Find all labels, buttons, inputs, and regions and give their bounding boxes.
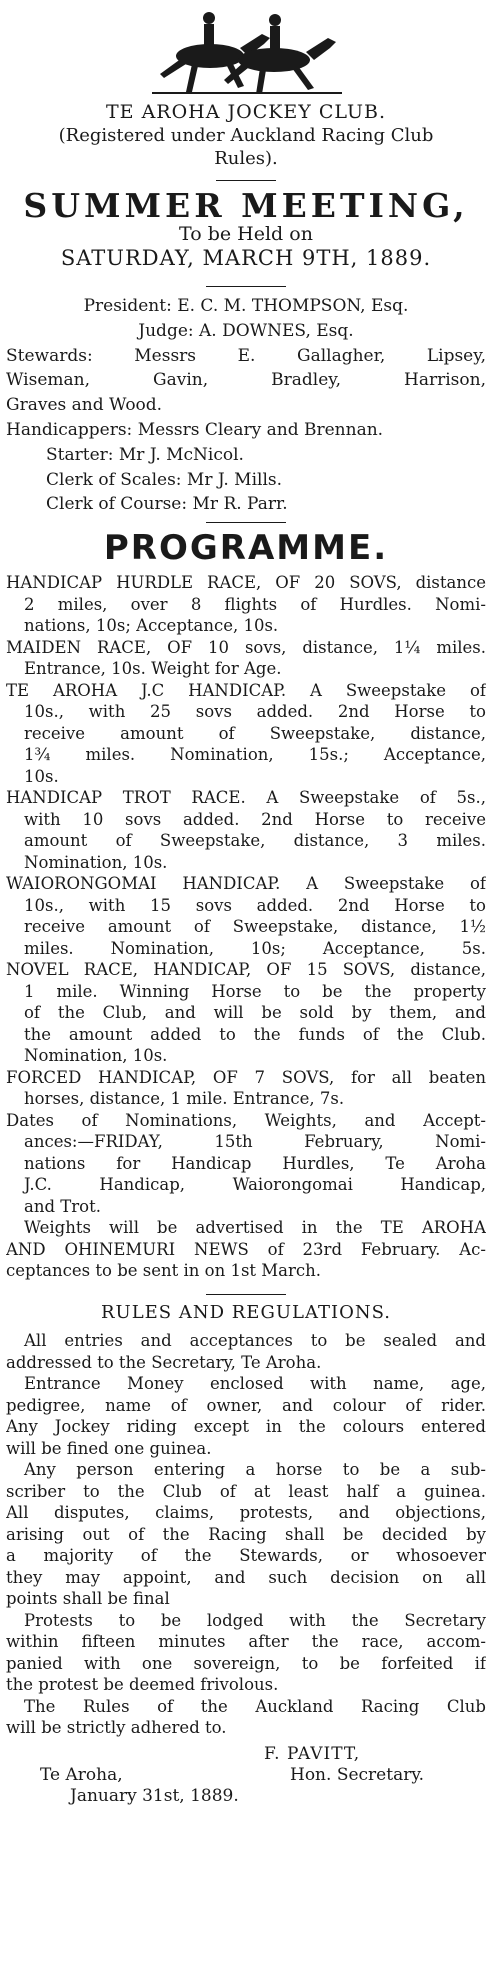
programme-line: the amount added to the funds of the Club. — [24, 1024, 486, 1044]
programme-line: AND OHINEMURI NEWS of 23rd February. Ac- — [6, 1239, 486, 1259]
programme-line: 2 miles, over 8 flights of Hurdles. Nomi- — [24, 594, 486, 614]
stewards-line-1: Stewards: Messrs E. Gallagher, Lipsey, — [6, 345, 486, 366]
signature-name: F. PAVITT, — [264, 1744, 361, 1764]
rules-line: All disputes, claims, protests, and objections, — [6, 1503, 486, 1522]
signature-date: January 31st, 1889. — [70, 1786, 239, 1806]
programme-line: receive amount of Sweepstake, distance, 1½ — [24, 917, 486, 936]
programme-line: 10s., with 25 sovs added. 2nd Horse to — [24, 702, 486, 721]
clerk-scales-line: Clerk of Scales: Mr J. Mills. — [46, 469, 283, 490]
rules-line: All entries and acceptances to be sealed and — [24, 1331, 486, 1350]
programme-line: amount of Sweepstake, distance, 3 miles. — [24, 831, 486, 850]
divider — [206, 286, 286, 287]
rules-line: panied with one sovereign, to be forfeited if — [6, 1653, 486, 1673]
rules-line: will be fined one guinea. — [6, 1438, 212, 1458]
judge-line: Judge: A. DOWNES, Esq. — [138, 320, 354, 341]
programme-line: nations for Handicap Hurdles, Te Aroha — [24, 1153, 486, 1173]
programme-line: 10s., with 15 sovs added. 2nd Horse to — [24, 895, 486, 915]
programme-line: ceptances to be sent in on 1st March. — [6, 1261, 322, 1280]
rules-heading: RULES AND REGULATIONS. — [100, 1302, 391, 1323]
signature-place: Te Aroha, — [40, 1765, 123, 1785]
programme-line: miles. Nomination, 10s; Acceptance, 5s. — [24, 938, 486, 958]
programme-line: 1 mile. Winning Horse to be the property — [24, 981, 486, 1001]
rules-line: Protests to be lodged with the Secretary — [24, 1610, 486, 1630]
programme-line: HANDICAP TROT RACE. A Sweepstake of 5s., — [6, 788, 486, 807]
programme-line: FORCED HANDICAP, OF 7 SOVS, for all beaten — [6, 1067, 486, 1087]
programme-line: TE AROHA J.C HANDICAP. A Sweepstake of — [6, 680, 486, 700]
to-be-held: To be Held on — [179, 223, 313, 245]
divider — [206, 1294, 286, 1295]
meeting-title: SUMMER MEETING, — [23, 186, 469, 225]
programme-line: J.C. Handicap, Waiorongomai Handicap, — [24, 1175, 486, 1194]
stewards-line-2: Wiseman, Gavin, Bradley, Harrison, — [6, 370, 486, 391]
rules-line: Entrance Money enclosed with name, age, — [24, 1374, 486, 1393]
programme-line: Entrance, 10s. Weight for Age. — [24, 659, 282, 678]
programme-line: WAIORONGOMAI HANDICAP. A Sweepstake of — [6, 874, 486, 893]
rules-line: they may appoint, and such decision on all — [6, 1567, 486, 1587]
rules-line: arising out of the Racing shall be decided by — [6, 1524, 486, 1544]
programme-line: nations, 10s; Acceptance, 10s. — [24, 616, 279, 635]
stewards-line-3: Graves and Wood. — [6, 395, 163, 416]
rules-line: Any Jockey riding except in the colours entered — [6, 1417, 486, 1436]
programme-line: Weights will be advertised in the TE AROHA — [24, 1218, 486, 1237]
racehorse-engraving-icon — [152, 4, 342, 96]
rules-line: within fifteen minutes after the race, accom- — [6, 1632, 486, 1651]
registered-line-1: (Registered under Auckland Racing Club — [58, 125, 434, 146]
programme-line: Nomination, 10s. — [24, 852, 168, 872]
programme-line: HANDICAP HURDLE RACE, OF 20 SOVS, distance — [6, 573, 486, 592]
divider — [206, 522, 286, 523]
starter-line: Starter: Mr J. McNicol. — [46, 444, 244, 465]
programme-line: Dates of Nominations, Weights, and Accept- — [6, 1110, 486, 1130]
rules-line: pedigree, name of owner, and colour of rider. — [6, 1395, 486, 1415]
rules-line: points shall be final — [6, 1589, 170, 1608]
programme-line: 1¾ miles. Nomination, 15s.; Acceptance, — [24, 745, 486, 764]
rules-line: will be strictly adhered to. — [6, 1718, 227, 1737]
clerk-course-line: Clerk of Course: Mr R. Parr. — [46, 494, 288, 515]
programme-line: of the Club, and will be sold by them, and — [24, 1003, 486, 1022]
handicappers-line: Handicappers: Messrs Cleary and Brennan. — [6, 419, 384, 440]
rules-line: a majority of the Stewards, or whosoever — [6, 1546, 486, 1565]
signature-title: Hon. Secretary. — [290, 1765, 425, 1785]
programme-line: with 10 sovs added. 2nd Horse to receive — [24, 809, 486, 829]
rules-line: the protest be deemed frivolous. — [6, 1675, 279, 1694]
rules-line: The Rules of the Auckland Racing Club — [24, 1696, 486, 1716]
rules-line: addressed to the Secretary, Te Aroha. — [6, 1352, 322, 1372]
programme-line: MAIDEN RACE, OF 10 sovs, distance, 1¼ miles. — [6, 637, 486, 657]
divider — [216, 180, 276, 181]
meeting-date: SATURDAY, MARCH 9TH, 1889. — [60, 246, 432, 270]
president-line: President: E. C. M. THOMPSON, Esq. — [83, 296, 409, 316]
programme-line: ances:—FRIDAY, 15th February, Nomi- — [24, 1132, 486, 1151]
programme-line: Nomination, 10s. — [24, 1046, 168, 1065]
rules-line: Any person entering a horse to be a sub- — [24, 1460, 486, 1479]
programme-line: 10s. — [24, 766, 59, 786]
rules-line: scriber to the Club of at least half a guinea. — [6, 1481, 486, 1501]
programme-heading: PROGRAMME. — [103, 528, 389, 568]
programme-line: horses, distance, 1 mile. Entrance, 7s. — [24, 1089, 345, 1108]
programme-line: and Trot. — [24, 1196, 101, 1216]
programme-line: NOVEL RACE, HANDICAP, OF 15 SOVS, distance, — [6, 960, 486, 979]
registered-line-2: Rules). — [214, 148, 278, 169]
club-name: TE AROHA JOCKEY CLUB. — [105, 101, 387, 123]
programme-line: receive amount of Sweepstake, distance, — [24, 723, 486, 743]
